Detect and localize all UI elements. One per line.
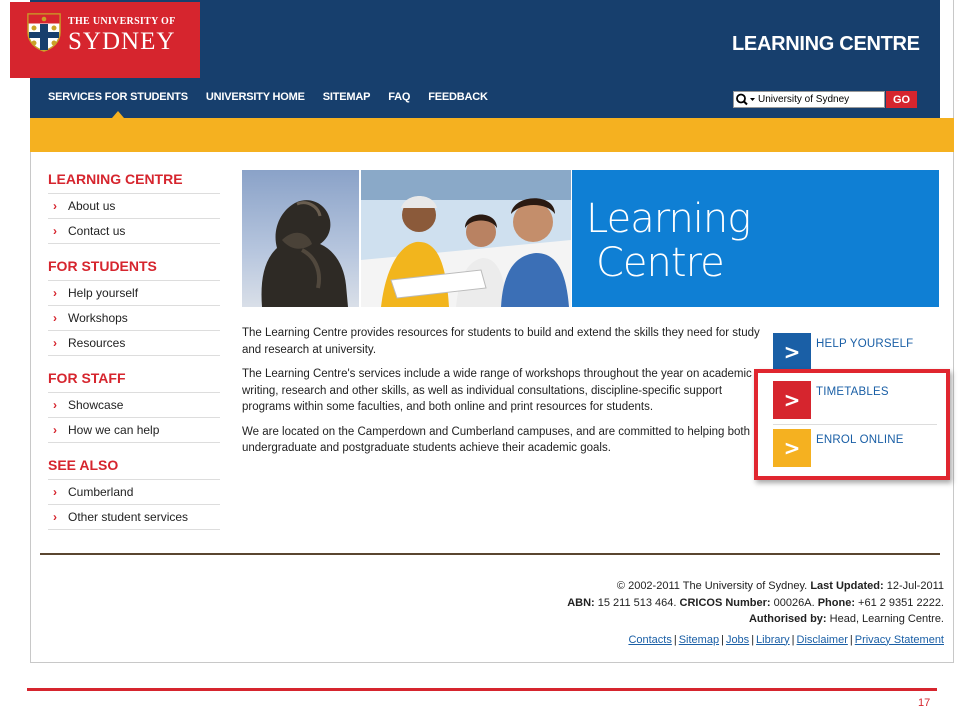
sidebar-item-resources[interactable] [48,331,220,356]
authorised-label: Authorised by: [748,613,827,625]
sidebar-item-label: Resources [68,336,126,350]
university-logo[interactable] [10,2,200,78]
footer [344,578,944,648]
banner [242,170,939,307]
nav-services-for-students[interactable]: SERVICES FOR STUDENTS [48,91,188,103]
chevron-right-icon: › [53,510,57,524]
footer-link-privacy-statement[interactable]: Privacy Statement [854,633,944,646]
sidebar-item-contact-us[interactable] [48,219,220,244]
footer-link-contacts[interactable]: Contacts [628,633,672,646]
banner-title-line2: Centre [596,240,724,286]
sidebar-heading-learning-centre[interactable]: LEARNING CENTRE [48,170,220,194]
banner-title-panel [572,170,939,307]
chevron-right-icon: › [53,311,57,325]
copyright-text: © 2002-2011 The University of Sydney. [616,580,808,592]
top-navigation [48,91,506,103]
sidebar-heading-for-students[interactable]: FOR STUDENTS [48,257,220,281]
chevron-right-icon: › [53,224,57,238]
footer-line-authorised [344,611,944,628]
sidebar [48,170,220,530]
footer-divider [40,553,940,555]
chevron-right-icon: › [53,286,57,300]
search-box [733,91,885,108]
phone-value: +61 2 9351 2222. [858,596,944,609]
search-input[interactable] [758,92,882,107]
nav-university-home[interactable]: UNIVERSITY HOME [205,91,305,103]
nav-faq[interactable]: FAQ [388,91,411,103]
sidebar-item-label: Contact us [68,224,126,238]
search-go-button[interactable]: GO [886,91,917,108]
nav-sitemap[interactable]: SITEMAP [322,91,371,103]
footer-line-registration [344,595,944,612]
banner-title-line1: Learning [586,196,751,242]
last-updated-value: 12-Jul-2011 [886,580,944,592]
arrow-right-icon: > [773,429,811,467]
sidebar-item-label: Showcase [68,398,124,412]
chevron-right-icon: › [53,199,57,213]
footer-link-library[interactable]: Library [756,633,790,646]
accent-band [30,118,954,152]
sidebar-item-label: Help yourself [68,286,139,300]
cricos-label: CRICOS Number: [679,596,771,609]
sidebar-item-about-us[interactable] [48,194,220,219]
sidebar-heading-for-staff[interactable]: FOR STAFF [48,369,220,393]
footer-links: Contacts | Sitemap | Jobs | Library | Disclaimer | Privacy Statement [628,633,944,646]
active-nav-pointer [112,111,124,118]
sidebar-item-label: About us [68,199,116,213]
chevron-right-icon: › [53,423,57,437]
crest-icon [27,12,61,52]
sidebar-heading-see-also[interactable]: SEE ALSO [48,456,220,480]
arrow-right-icon: > [773,381,811,419]
sidebar-item-help-yourself[interactable] [48,281,220,306]
quick-link-help-yourself[interactable] [773,333,938,371]
last-updated-label: Last Updated: [810,580,884,592]
intro-paragraph: The Learning Centre provides resources for students to build and extend the skills they need for study and research at university. [242,327,760,356]
quick-link-label: ENROL ONLINE [816,434,904,446]
arrow-right-icon: > [773,333,811,371]
abn-label: ABN: [567,596,595,609]
sidebar-item-how-we-can-help[interactable] [48,418,220,443]
highlight-callout [754,369,950,480]
sidebar-item-other-student-services[interactable] [48,505,220,530]
sidebar-item-workshops[interactable] [48,306,220,331]
authorised-value: Head, Learning Centre. [829,613,944,625]
chevron-right-icon: › [53,398,57,412]
logo-line2: SYDNEY [68,28,176,55]
thinker-statue-photo [242,170,359,307]
chevron-right-icon: › [53,485,57,499]
quick-link-label: HELP YOURSELF [816,338,914,350]
search-icon[interactable] [734,92,758,107]
footer-link-sitemap[interactable]: Sitemap [678,633,720,646]
logo-line1: THE UNIVERSITY OF [68,16,176,27]
students-photo [361,170,571,307]
chevron-right-icon: › [53,336,57,350]
sidebar-item-label: Workshops [68,311,128,325]
abn-value: 15 211 513 464. [597,596,677,609]
footer-link-jobs[interactable]: Jobs [725,633,750,646]
site-title: LEARNING CENTRE [732,33,920,55]
slide-number: 17 [918,697,931,709]
intro-paragraph: We are located on the Camperdown and Cumberland campuses, and are committed to helping both undergraduate and postgraduate students achieve their academic goals. [242,425,750,454]
cricos-value: 00026A. [773,596,815,609]
quick-link-label: TIMETABLES [816,386,889,398]
intro-text [242,325,762,465]
phone-label: Phone: [817,596,855,609]
sidebar-item-label: How we can help [68,423,160,437]
footer-link-disclaimer[interactable]: Disclaimer [796,633,848,646]
sidebar-item-label: Cumberland [68,485,134,499]
sidebar-item-cumberland[interactable] [48,480,220,505]
sidebar-item-showcase[interactable] [48,393,220,418]
slide-divider [27,688,937,691]
sidebar-item-label: Other student services [68,510,189,524]
nav-feedback[interactable]: FEEDBACK [428,91,488,103]
footer-line-copyright [344,578,944,595]
intro-paragraph: The Learning Centre's services include a wide range of workshops throughout the year on academic writing, research and other skills, as well as individual consultations, discipline-specific support programs within some faculties, and both online and print resources for students. [242,368,752,413]
